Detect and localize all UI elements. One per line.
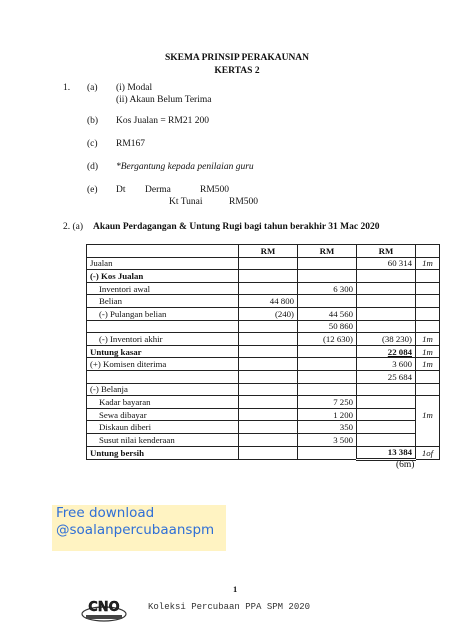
q1-d-label: (d) [87, 162, 99, 172]
row-description: Inventori awal [87, 282, 239, 295]
row-amount: (38 230) [357, 333, 416, 346]
row-description: (+) Komisen diterima [87, 358, 239, 371]
table-row [87, 320, 440, 333]
row-amount [239, 396, 298, 409]
table-header-cell: RM [357, 245, 416, 258]
table-header-cell [87, 245, 239, 258]
row-amount: 1 200 [298, 408, 357, 421]
q1-b-text: Kos Jualan = RM21 200 [116, 116, 209, 126]
row-mark [416, 307, 440, 320]
table-row [87, 358, 440, 371]
row-amount [239, 358, 298, 371]
q1-c-label: (c) [87, 139, 98, 149]
table-row [87, 257, 440, 270]
row-amount [298, 345, 357, 358]
row-amount [298, 295, 357, 308]
cno-logo [80, 596, 128, 624]
row-amount: 60 314 [357, 257, 416, 270]
row-amount [357, 421, 416, 434]
row-amount [239, 408, 298, 421]
row-amount [239, 433, 298, 446]
row-amount [298, 358, 357, 371]
q1-e-dt-account: Derma [145, 185, 171, 195]
table-row [87, 421, 440, 434]
table-header-cell: RM [298, 245, 357, 258]
table-row [87, 295, 440, 308]
row-amount: 3 500 [298, 433, 357, 446]
row-mark [416, 421, 440, 434]
table-row [87, 433, 440, 446]
q1-e-kt-account: Kt Tunai [169, 197, 203, 207]
row-amount: 44 560 [298, 307, 357, 320]
row-amount [357, 270, 416, 283]
row-amount [239, 345, 298, 358]
row-amount [239, 370, 298, 383]
row-amount [357, 396, 416, 409]
row-description: Kadar bayaran [87, 396, 239, 409]
row-amount: 350 [298, 421, 357, 434]
row-description: (-) Pulangan belian [87, 307, 239, 320]
q1-d-text: *Bergantung kepada penilaian guru [116, 162, 254, 172]
row-amount [357, 433, 416, 446]
q1-e-dt-amount: RM500 [200, 185, 230, 195]
promo-line-1: Free download [56, 505, 155, 521]
row-description: (-) Kos Jualan [87, 270, 239, 283]
cno-logo-mark [80, 596, 128, 624]
row-amount [357, 320, 416, 333]
row-mark [416, 320, 440, 333]
row-amount [357, 282, 416, 295]
row-mark [416, 383, 440, 396]
row-amount: 22 084 [357, 345, 416, 358]
table-header-cell [416, 245, 440, 258]
table-header-cell: RM [239, 245, 298, 258]
row-amount [298, 383, 357, 396]
page-number: 1 [233, 584, 238, 594]
table-header-row [87, 245, 440, 258]
row-amount: 7 250 [298, 396, 357, 409]
row-mark [416, 396, 440, 409]
row-description [87, 320, 239, 333]
q1-e-kt-amount: RM500 [229, 197, 259, 207]
promo-line-2: @soalanpercubaanspm [56, 522, 215, 538]
q1-e-dt: Dt [116, 185, 126, 195]
row-mark [416, 282, 440, 295]
row-amount [239, 446, 298, 460]
logo-text: CNO [88, 600, 120, 615]
q1-b-label: (b) [87, 116, 99, 126]
q1-a-label: (a) [87, 83, 98, 93]
row-description: Untung bersih [87, 446, 239, 460]
table-row [87, 345, 440, 358]
row-mark: 1m [416, 408, 440, 421]
row-amount: 3 600 [357, 358, 416, 371]
total-marks: (6m) [396, 460, 415, 470]
download-promo-banner [52, 505, 226, 551]
footer-collection-text: Koleksi Percubaan PPA SPM 2020 [148, 602, 311, 612]
row-amount [239, 320, 298, 333]
row-amount: 13 384 [357, 446, 416, 460]
row-description: (-) Belanja [87, 383, 239, 396]
row-description: Diskaun diberi [87, 421, 239, 434]
table-row [87, 446, 440, 460]
row-amount: 6 300 [298, 282, 357, 295]
row-description: Sewa dibayar [87, 408, 239, 421]
q1-a-ii: (ii) Akaun Belum Terima [116, 95, 212, 105]
row-description: Susut nilai kenderaan [87, 433, 239, 446]
row-mark: 1m [416, 358, 440, 371]
row-amount [298, 257, 357, 270]
row-mark [416, 270, 440, 283]
row-description: Untung kasar [87, 345, 239, 358]
q1-a-i: (i) Modal [116, 83, 153, 93]
table-row [87, 396, 440, 409]
row-amount: 50 860 [298, 320, 357, 333]
q1-c-text: RM167 [116, 139, 146, 149]
q2-heading: Akaun Perdagangan & Untung Rugi bagi tahun berakhir 31 Mac 2020 [93, 222, 380, 232]
row-amount [239, 282, 298, 295]
trading-account-table [86, 244, 440, 461]
row-amount [357, 383, 416, 396]
q2-number: 2. (a) [63, 222, 84, 232]
table-row [87, 383, 440, 396]
row-amount [357, 408, 416, 421]
row-amount [298, 370, 357, 383]
row-mark: 1of [416, 446, 440, 460]
row-description: Belian [87, 295, 239, 308]
row-amount: (240) [239, 307, 298, 320]
row-amount: 25 684 [357, 370, 416, 383]
q1-e-label: (e) [87, 185, 98, 195]
table-row [87, 370, 440, 383]
row-mark [416, 295, 440, 308]
row-amount [298, 270, 357, 283]
row-mark: 1m [416, 333, 440, 346]
document-title: SKEMA PRINSIP PERAKAUNAN [164, 53, 310, 63]
row-mark [416, 433, 440, 446]
row-amount [357, 295, 416, 308]
q1-number: 1. [63, 83, 71, 93]
table-row [87, 333, 440, 346]
document-subtitle: KERTAS 2 [214, 66, 260, 76]
row-description: (-) Inventori akhir [87, 333, 239, 346]
row-amount [239, 333, 298, 346]
row-amount: 44 800 [239, 295, 298, 308]
row-amount [239, 421, 298, 434]
row-amount [357, 307, 416, 320]
row-mark: 1m [416, 257, 440, 270]
row-mark [416, 370, 440, 383]
row-amount [298, 446, 357, 460]
row-amount [239, 257, 298, 270]
row-amount [239, 383, 298, 396]
table-row [87, 270, 440, 283]
table-row [87, 408, 440, 421]
table-row [87, 307, 440, 320]
table-row [87, 282, 440, 295]
row-amount: (12 630) [298, 333, 357, 346]
row-description [87, 370, 239, 383]
row-amount [239, 270, 298, 283]
row-mark: 1m [416, 345, 440, 358]
row-description: Jualan [87, 257, 239, 270]
